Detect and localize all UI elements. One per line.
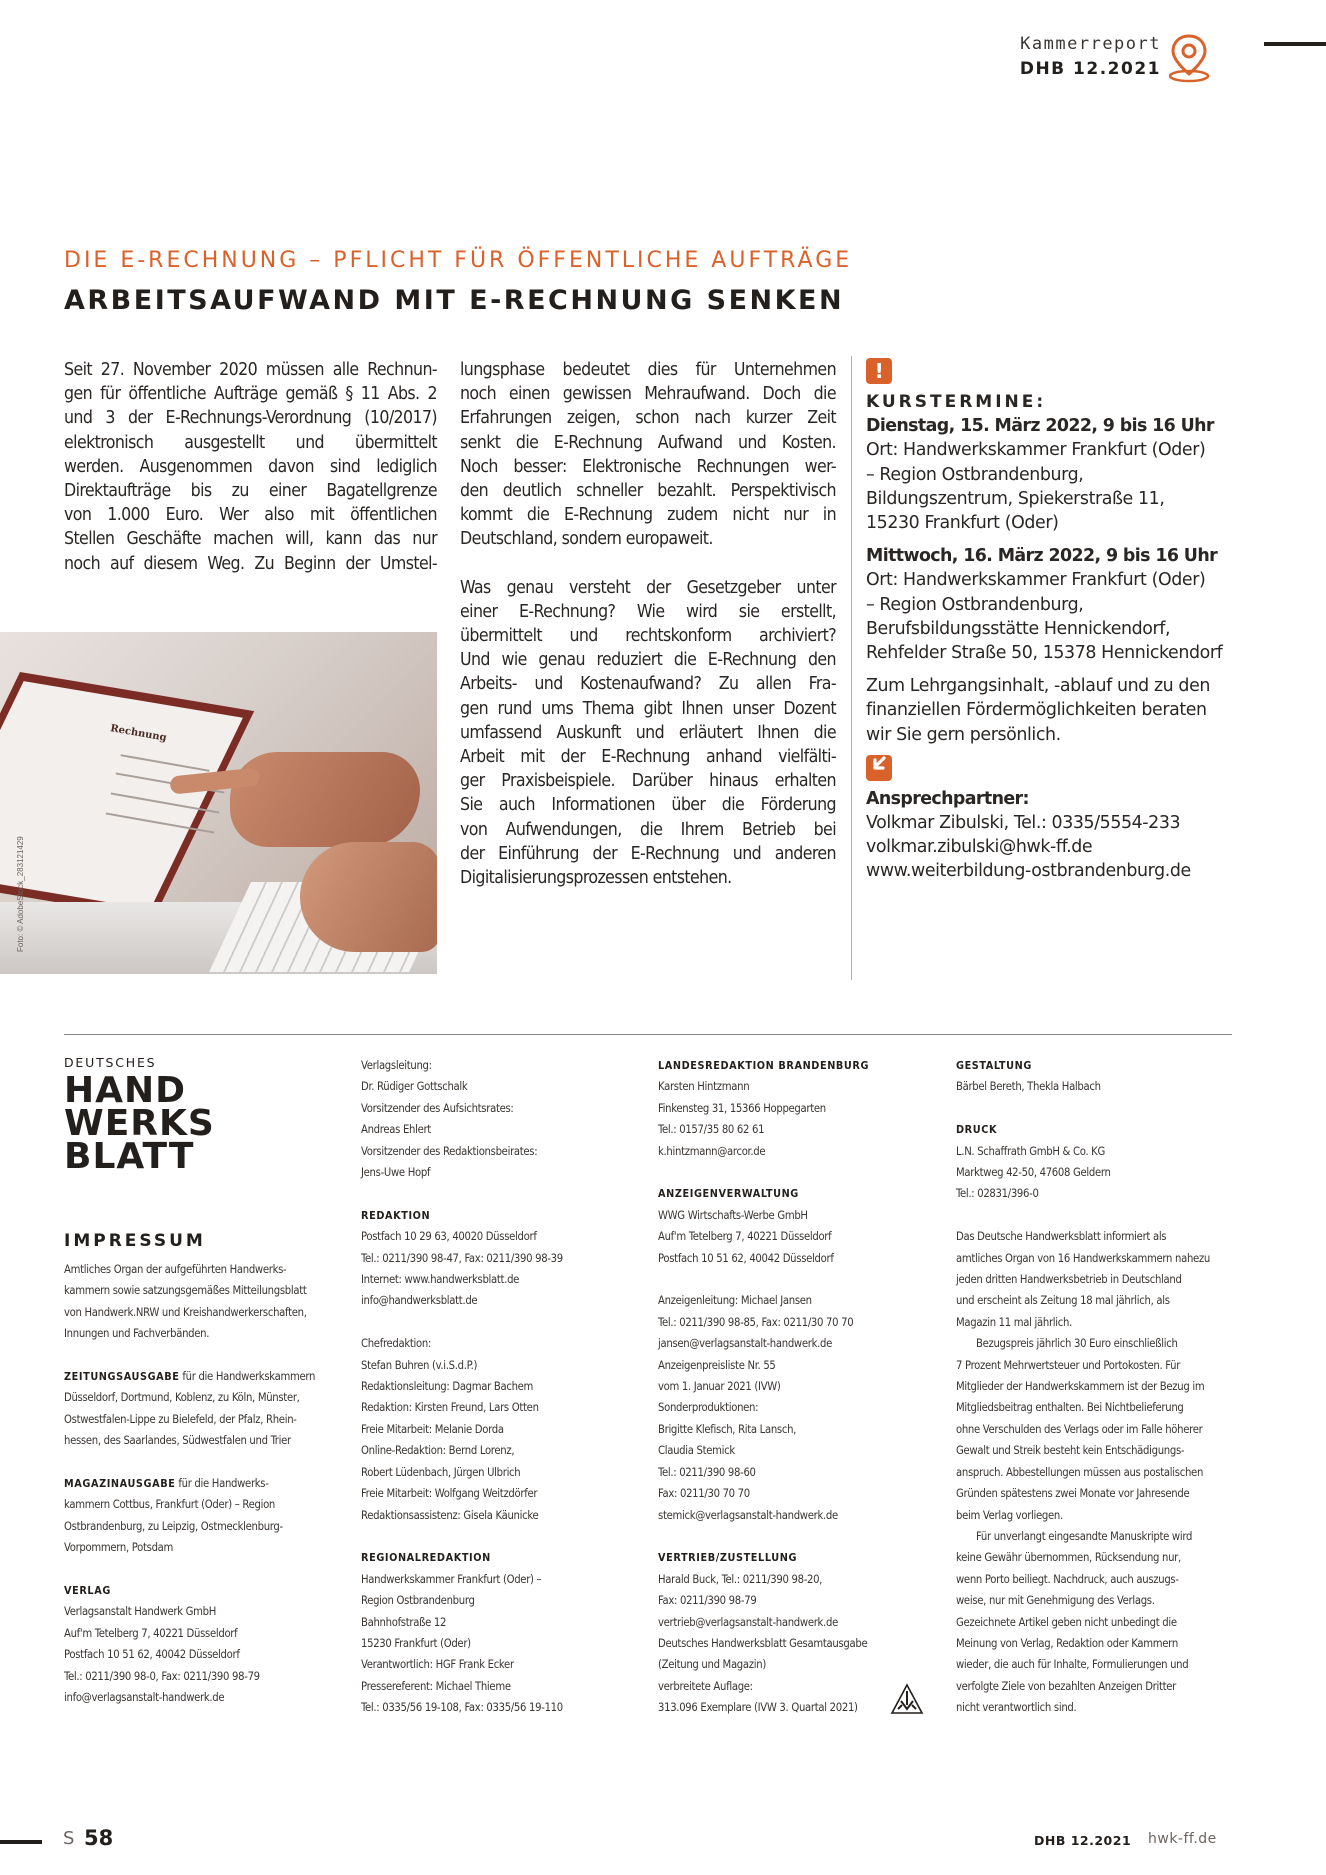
- text-line: Was genau versteht der Gesetzgeber unter: [460, 577, 836, 598]
- labeled-line: [64, 1366, 324, 1387]
- article-photo: [0, 632, 437, 974]
- text-line: von Handwerk.NRW und Kreishandwerkerschaften,: [64, 1305, 307, 1319]
- text-line: elektronisch ausgestellt und übermittelt: [64, 432, 437, 453]
- date-line: 15230 Frankfurt (Oder): [866, 513, 1059, 534]
- text-line: wieder, die auch für Inhalte, Formulierungen und: [956, 1658, 1189, 1672]
- date-line: Ort: Handwerkskammer Frankfurt (Oder): [866, 570, 1206, 591]
- text-line: umfassend Auskunft und erläutert Ihnen die: [460, 722, 836, 743]
- text-line: Ostwestfalen-Lippe zu Bielefeld, der Pfalz, Rhein-: [64, 1412, 297, 1426]
- footer-website[interactable]: hwk-ff.de: [1148, 1831, 1217, 1847]
- course-date-1: [866, 414, 1266, 535]
- text-line: Postfach 10 29 63, 40020 Düsseldorf: [361, 1230, 537, 1244]
- text-line: hessen, des Saarlandes, Südwestfalen und Trier: [64, 1434, 291, 1448]
- page-header: [926, 30, 1326, 90]
- text-line: Jens-Uwe Hopf: [361, 1166, 431, 1180]
- text-line: Tel.: 0211/390 98-60: [658, 1465, 756, 1479]
- note-line: finanziellen Fördermöglichkeiten beraten: [866, 700, 1207, 721]
- text-line: noch auf diesem Weg. Zu Beginn der Umstel-: [64, 553, 437, 574]
- arrow-icon: [866, 755, 892, 781]
- text-line: Tel.: 0335/56 19-108, Fax: 0335/56 19-110: [361, 1701, 563, 1715]
- text-line: vertrieb@verlagsanstalt-handwerk.de: [658, 1615, 838, 1629]
- text-line: Deutsches Handwerksblatt Gesamtausgabe: [658, 1636, 868, 1650]
- date-line: – Region Ostbrandenburg,: [866, 594, 1084, 615]
- course-dates-heading: KURSTERMINE:: [866, 392, 1047, 412]
- text-line: stemick@verlagsanstalt-handwerk.de: [658, 1508, 838, 1522]
- text-line: Freie Mitarbeit: Wolfgang Weitzdörfer: [361, 1487, 538, 1501]
- text-line: Region Ostbrandenburg: [361, 1594, 475, 1608]
- text-line: Für unverlangt eingesandte Manuskripte wird: [976, 1529, 1193, 1543]
- article-kicker: DIE E-RECHNUNG – PFLICHT FÜR ÖFFENTLICHE AUFTRÄGE: [64, 248, 853, 273]
- text-line: Brigitte Klefisch, Rita Lansch,: [658, 1422, 797, 1436]
- text-line: 313.096 Exemplare (IVW 3. Quartal 2021): [658, 1701, 858, 1715]
- text-line: Tel.: 0211/390 98-0, Fax: 0211/390 98-79: [64, 1669, 260, 1683]
- text-line: Stellen Geschäfte machen will, kann das nur: [64, 529, 437, 550]
- text-line: Mitgliedsbeitrag enthalten. Bei Nichtbelieferung: [956, 1401, 1184, 1415]
- text-line: von 1.000 Euro. Wer also mit öffentlichen: [64, 505, 437, 526]
- impressum-col1-body: [64, 1259, 324, 1708]
- typing-hand: [300, 842, 437, 952]
- text-line: wenn Porto beiliegt. Nachdruck, auch auszugs-: [956, 1572, 1179, 1586]
- text-line: Tel.: 0211/390 98-47, Fax: 0211/390 98-39: [361, 1251, 563, 1265]
- text-line: beim Verlag vorliegen.: [956, 1508, 1063, 1522]
- text-line: Amtliches Organ der aufgeführten Handwerks-: [64, 1263, 287, 1276]
- invoice-heading: Rechnung: [109, 723, 168, 744]
- text-line: Online-Redaktion: Bernd Lorenz,: [361, 1444, 515, 1458]
- note-line: wir Sie gern persönlich.: [866, 724, 1061, 745]
- text-line: ohne Verschulden des Verlags oder im Falle höherer: [956, 1422, 1203, 1436]
- text-line: k.hintzmann@arcor.de: [658, 1144, 766, 1158]
- text-line: Marktweg 42-50, 47608 Geldern: [956, 1166, 1111, 1180]
- text-line: WWG Wirtschafts-Werbe GmbH: [658, 1208, 808, 1222]
- course-info-box: [866, 358, 1266, 884]
- text-line: nicht verantwortlich sind.: [956, 1701, 1077, 1715]
- text-line: verbreitete Auflage:: [658, 1679, 753, 1693]
- section-label: Kammerreport: [1020, 34, 1161, 54]
- text-line: Düsseldorf, Dortmund, Koblenz, zu Köln, Münster,: [64, 1391, 300, 1405]
- text-line: Vorsitzender des Aufsichtsrates:: [361, 1101, 514, 1115]
- text-line: von Aufwendungen, die Ihrem Betrieb bei: [460, 819, 836, 840]
- text-line: werden. Ausgenommen davon sind lediglich: [64, 456, 437, 477]
- text-line: Gezeichnete Artikel geben nicht unbedingt die: [956, 1615, 1177, 1629]
- text-line: ger Praxisbeispiele. Darüber hinaus erhalten: [460, 771, 836, 792]
- text-line: der Einführung der E-Rechnung und anderen: [460, 843, 836, 864]
- text-line: Verantwortlich: HGF Frank Ecker: [361, 1658, 514, 1672]
- text-line: Postfach 10 51 62, 40042 Düsseldorf: [658, 1251, 834, 1265]
- text-line: 15230 Frankfurt (Oder): [361, 1636, 471, 1650]
- text-line: vom 1. Januar 2021 (IVW): [658, 1380, 781, 1394]
- text-line: Sie auch Informationen über die Förderung: [460, 795, 836, 816]
- text-line: den deutlich schneller bezahlt. Perspektivisch: [460, 481, 836, 502]
- section-label: ZEITUNGSAUSGABE: [64, 1370, 180, 1384]
- text-line: lungsphase bedeutet dies für Unternehmen: [460, 360, 836, 380]
- section-heading: GESTALTUNG: [956, 1059, 1032, 1072]
- text-line: für die Handwerks-: [178, 1477, 269, 1491]
- date-line: Ort: Handwerkskammer Frankfurt (Oder): [866, 440, 1206, 461]
- page-prefix: S: [63, 1828, 75, 1849]
- text-line: info@handwerksblatt.de: [361, 1294, 478, 1308]
- text-line: Arbeits- und Kostenaufwand? Zu allen Fra-: [460, 674, 836, 695]
- text-line: Mitglieder der Handwerkskammern ist der Bezug im: [956, 1380, 1205, 1394]
- article-column-2: [460, 358, 836, 890]
- text-line: kammern sowie satzungsgemäßes Mitteilungsblatt: [64, 1284, 307, 1298]
- text-line: Sonderproduktionen:: [658, 1401, 759, 1415]
- article-column-1: [64, 358, 437, 576]
- text-line: kommt die E-Rechnung zudem nicht nur in: [460, 505, 836, 526]
- text-line: Redaktion: Kirsten Freund, Lars Otten: [361, 1401, 539, 1415]
- impressum-column-3: [658, 1055, 918, 1719]
- footer-issue: DHB 12.2021: [1034, 1833, 1132, 1848]
- text-line: Anzeigenpreisliste Nr. 55: [658, 1358, 776, 1372]
- footer-rule: [0, 1840, 42, 1844]
- article-title: ARBEITSAUFWAND MIT E-RECHNUNG SENKEN: [64, 285, 845, 316]
- logo-line: BLATT: [64, 1136, 195, 1177]
- section-heading: REGIONALREDAKTION: [361, 1551, 491, 1565]
- labeled-line: [64, 1473, 324, 1494]
- text-line: kammern Cottbus, Frankfurt (Oder) – Region: [64, 1498, 276, 1512]
- text-line: Tel.: 02831/396-0: [956, 1187, 1039, 1201]
- text-line: Handwerkskammer Frankfurt (Oder) –: [361, 1572, 542, 1586]
- text-line: Ostbrandenburg, zu Leipzig, Ostmecklenburg-: [64, 1519, 283, 1533]
- photo-credit: Foto: © AdobeStock_283121429: [16, 836, 25, 952]
- text-line: Claudia Stemick: [658, 1444, 735, 1458]
- text-line: Verlagsleitung:: [361, 1059, 432, 1072]
- course-note: [866, 674, 1266, 747]
- text-line: einer E-Rechnung? Wie wird sie erstellt,: [460, 601, 836, 622]
- text-line: jansen@verlagsanstalt-handwerk.de: [658, 1337, 832, 1351]
- column-divider: [851, 356, 852, 980]
- contact-website[interactable]: www.weiterbildung-ostbrandenburg.de: [866, 861, 1191, 882]
- logo-line: HAND: [64, 1070, 187, 1111]
- text-line: Gründen spätestens zwei Monate vor Jahresende: [956, 1487, 1190, 1501]
- text-line: Gewalt und Streik besteht kein Entschädigungs-: [956, 1444, 1185, 1458]
- text-line: für die Handwerkskammern: [182, 1370, 316, 1384]
- text-line: gen für öffentliche Aufträge gemäß § 11 Abs. 2: [64, 384, 437, 405]
- text-line: Vorpommern, Potsdam: [64, 1541, 174, 1555]
- text-line: Verlagsanstalt Handwerk GmbH: [64, 1605, 217, 1619]
- section-label: MAGAZINAUSGABE: [64, 1477, 176, 1491]
- issue-label: DHB 12.2021: [1019, 59, 1161, 79]
- text-line: Finkensteg 31, 15366 Hoppegarten: [658, 1101, 826, 1115]
- text-line: Innungen und Fachverbänden.: [64, 1327, 210, 1341]
- header-rule: [1264, 42, 1326, 46]
- text-line: übermittelt und rechtskonform archiviert?: [460, 626, 836, 647]
- text-line: Und wie genau reduziert die E-Rechnung den: [460, 650, 836, 671]
- date-title: Mittwoch, 16. März 2022, 9 bis 16 Uhr: [866, 546, 1218, 567]
- text-line: anspruch. Abbestellungen müssen aus postalischen: [956, 1465, 1204, 1479]
- text-line: Postfach 10 51 62, 40042 Düsseldorf: [64, 1648, 240, 1662]
- contact-label: Ansprechpartner:: [866, 788, 1029, 809]
- contact-email[interactable]: volkmar.zibulski@hwk-ff.de: [866, 837, 1093, 858]
- text-line: gen rund ums Thema gibt Ihnen unser Dozent: [460, 698, 836, 719]
- text-line: Fax: 0211/30 70 70: [658, 1487, 750, 1501]
- section-heading: VERTRIEB/ZUSTELLUNG: [658, 1551, 798, 1565]
- impressum-title: IMPRESSUM: [64, 1231, 206, 1251]
- text-line: Das Deutsche Handwerksblatt informiert als: [956, 1230, 1167, 1244]
- text-line: jeden dritten Handwerksbetrieb in Deutschland: [956, 1273, 1182, 1287]
- text-line: Meinung von Verlag, Redaktion oder Kammern: [956, 1636, 1178, 1650]
- text-line: L.N. Schaffrath GmbH & Co. KG: [956, 1144, 1105, 1158]
- text-line: Bärbel Bereth, Thekla Halbach: [956, 1080, 1101, 1094]
- text-line: info@verlagsanstalt-handwerk.de: [64, 1691, 225, 1705]
- date-line: Rehfelder Straße 50, 15378 Hennickendorf: [866, 643, 1223, 664]
- date-title: Dienstag, 15. März 2022, 9 bis 16 Uhr: [866, 416, 1214, 437]
- text-line: noch einen gewissen Mehraufwand. Doch die: [460, 384, 836, 405]
- text-line: 7 Prozent Mehrwertsteuer und Portokosten. Für: [956, 1358, 1181, 1372]
- text-line: Robert Lüdenbach, Jürgen Ulbrich: [361, 1465, 521, 1479]
- date-line: Berufsbildungsstätte Hennickendorf,: [866, 618, 1171, 639]
- text-line: Fax: 0211/390 98-79: [658, 1594, 757, 1608]
- text-line: (Zeitung und Magazin): [658, 1658, 766, 1672]
- text-line: Bezugspreis jährlich 30 Euro einschließlich: [976, 1337, 1178, 1351]
- section-heading: DRUCK: [956, 1123, 998, 1137]
- logo-handwerksblatt: [64, 1070, 324, 1177]
- text-line: Redaktionsleitung: Dagmar Bachem: [361, 1380, 534, 1394]
- impressum-column-1: [64, 1055, 324, 1708]
- text-line: verfolgte Ziele von bezahlten Anzeigen Dritter: [956, 1679, 1176, 1693]
- note-line: Zum Lehrgangsinhalt, -ablauf und zu den: [866, 676, 1210, 697]
- text-line: weise, nur mit Genehmigung des Verlags.: [956, 1594, 1155, 1608]
- text-line: Digitalisierungsprozessen entstehen.: [460, 868, 732, 889]
- text-line: Vorsitzender des Redaktionsbeirates:: [361, 1144, 538, 1158]
- text-line: Deutschland, sondern europaweit.: [460, 529, 713, 550]
- text-line: Stefan Buhren (v.i.S.d.P.): [361, 1358, 478, 1372]
- impressum-column-4: [956, 1055, 1226, 1719]
- section-separator: [64, 1034, 1232, 1035]
- text-line: Noch besser: Elektronische Rechnungen wer-: [460, 456, 836, 477]
- contact-name-phone: Volkmar Zibulski, Tel.: 0335/5554-233: [866, 813, 1181, 834]
- impressum-column-2: [361, 1055, 621, 1719]
- text-line: Pressereferent: Michael Thieme: [361, 1679, 511, 1693]
- section-heading: LANDESREDAKTION BRANDENBURG: [658, 1059, 870, 1072]
- text-line: Magazin 11 mal jährlich.: [956, 1315, 1073, 1329]
- date-line: – Region Ostbrandenburg,: [866, 464, 1084, 485]
- text-line: amtliches Organ von 16 Handwerkskammern nahezu: [956, 1251, 1210, 1265]
- text-line: und 3 der E-Rechnungs-Verordnung (10/2017): [64, 408, 437, 429]
- text-line: Arbeit mit der E-Rechnung anhand vielfälti-: [460, 747, 836, 768]
- text-line: Harald Buck, Tel.: 0211/390 98-20,: [658, 1572, 823, 1586]
- text-line: Redaktionsassistenz: Gisela Käunicke: [361, 1508, 539, 1522]
- text-line: Seit 27. November 2020 müssen alle Rechnun-: [64, 360, 437, 380]
- text-line: keine Gewähr übernommen, Rücksendung nur,: [956, 1551, 1181, 1565]
- text-line: Freie Mitarbeit: Melanie Dorda: [361, 1422, 504, 1436]
- alert-icon: !: [866, 358, 892, 384]
- course-date-2: [866, 544, 1266, 665]
- text-line: Tel.: 0211/390 98-85, Fax: 0211/30 70 70: [658, 1315, 854, 1329]
- text-line: Tel.: 0157/35 80 62 61: [658, 1123, 765, 1137]
- date-line: Bildungszentrum, Spiekerstraße 11,: [866, 488, 1165, 509]
- section-heading: REDAKTION: [361, 1208, 431, 1222]
- text-line: Erfahrungen zeigen, schon nach kurzer Zeit: [460, 408, 836, 429]
- pointing-hand: [230, 752, 420, 847]
- text-line: Dr. Rüdiger Gottschalk: [361, 1080, 468, 1094]
- text-line: Anzeigenleitung: Michael Jansen: [658, 1294, 812, 1308]
- logo-line: WERKS: [64, 1103, 215, 1144]
- text-line: und erscheint als Zeitung 18 mal jährlich, als: [956, 1294, 1170, 1308]
- text-line: Auf'm Tetelberg 7, 40221 Düsseldorf: [64, 1626, 238, 1640]
- text-line: Karsten Hintzmann: [658, 1080, 750, 1094]
- section-heading: VERLAG: [64, 1584, 111, 1598]
- location-pin-icon: [1167, 32, 1211, 84]
- text-line: Internet: www.handwerksblatt.de: [361, 1273, 520, 1287]
- text-line: Direktaufträge bis zu einer Bagatellgrenze: [64, 481, 437, 502]
- logo-deutsches: DEUTSCHES: [64, 1055, 157, 1070]
- text-line: Andreas Ehlert: [361, 1123, 431, 1137]
- ivw-logo-icon: [890, 1683, 924, 1715]
- text-line: Auf'm Tetelberg 7, 40221 Düsseldorf: [658, 1230, 832, 1244]
- text-line: Bahnhofstraße 12: [361, 1615, 447, 1629]
- page-number: 58: [84, 1826, 114, 1850]
- section-heading: ANZEIGENVERWALTUNG: [658, 1187, 799, 1201]
- text-line: Chefredaktion:: [361, 1337, 432, 1351]
- text-line: senkt die E-Rechnung Aufwand und Kosten.: [460, 432, 836, 453]
